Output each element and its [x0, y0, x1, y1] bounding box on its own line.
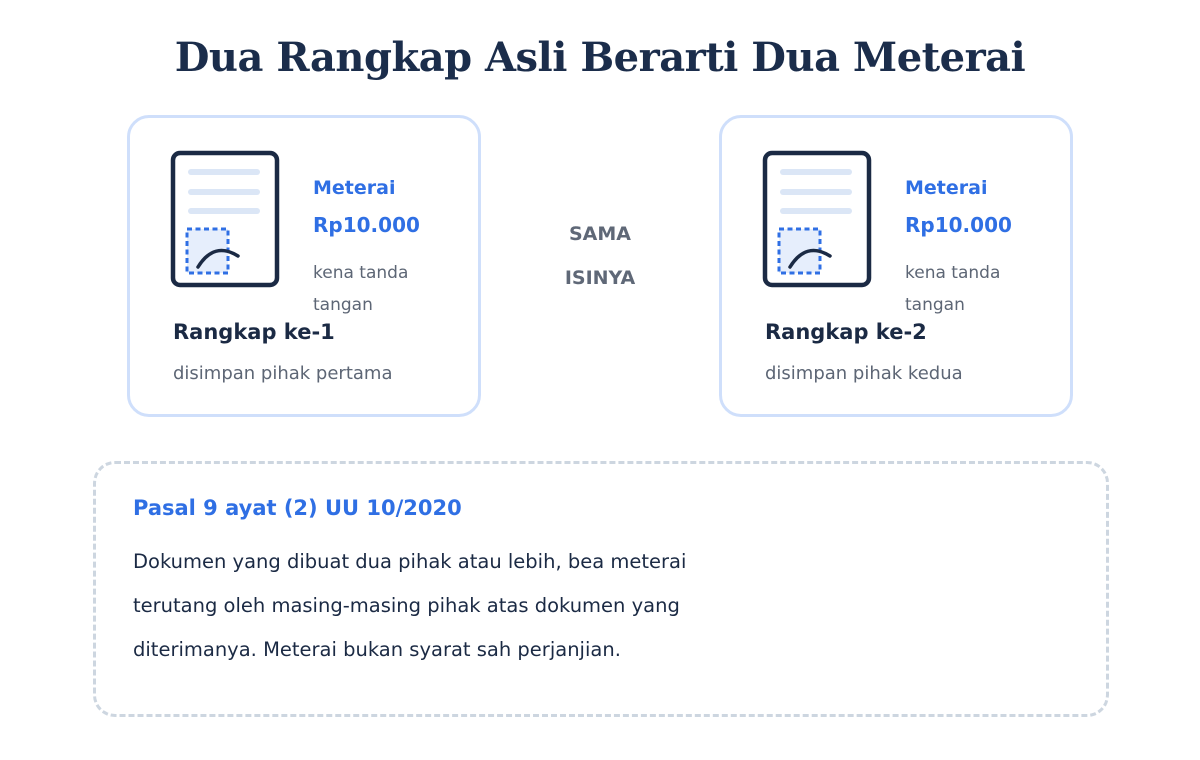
document-with-stamp-icon [170, 150, 280, 290]
copy-label: Rangkap ke-1 [173, 320, 335, 344]
law-reference-box [93, 461, 1109, 717]
stamp-title: Meterai [905, 177, 988, 199]
copy-card-2 [719, 115, 1073, 417]
copy-card-1 [127, 115, 481, 417]
stamp-title: Meterai [313, 177, 396, 199]
stamp-note: kena tanda tangan [905, 263, 1001, 315]
law-title: Pasal 9 ayat (2) UU 10/2020 [133, 496, 462, 520]
document-with-stamp-icon [762, 150, 872, 290]
page-title: Dua Rangkap Asli Berarti Dua Meterai [174, 34, 1026, 81]
stamp-price: Rp10.000 [313, 213, 420, 237]
copy-label: Rangkap ke-2 [765, 320, 927, 344]
law-body: Dokumen yang dibuat dua pihak atau lebih, bea meterai terutang oleh masing-masing pihak atas dokumen yang diterimanya. Meterai bukan syarat sah perjanjian. [133, 550, 687, 661]
same-label-line-1: SAMA [568, 223, 631, 245]
stamp-note: kena tanda tangan [313, 263, 409, 315]
copy-description: disimpan pihak pertama [173, 363, 393, 384]
same-label-line-2: ISINYA [564, 267, 636, 289]
stamp-price: Rp10.000 [905, 213, 1012, 237]
copy-description: disimpan pihak kedua [765, 363, 963, 384]
same-content-label [540, 212, 660, 300]
